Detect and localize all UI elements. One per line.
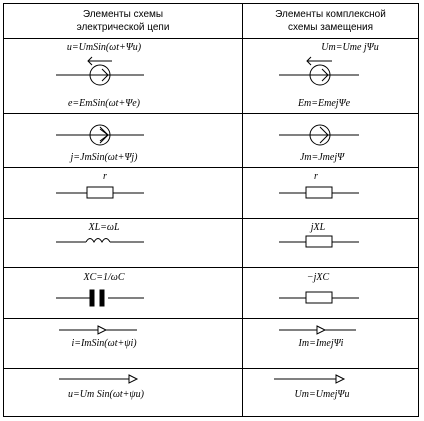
complex-resistance-label: r — [314, 171, 318, 182]
circuit-symbols — [4, 4, 418, 416]
complex-current-arrow-head — [317, 326, 325, 334]
complex-current-formula: Im=ImejΨi — [298, 338, 344, 349]
complex-inductor-symbol — [279, 236, 359, 247]
current-source-symbol — [56, 125, 144, 145]
voltage-formula: u=UmSin(ωt+Ψu) — [66, 42, 142, 53]
complex-voltage-arrow-head — [336, 375, 344, 383]
complex-voltage-formula: Um=Ume jΨu — [321, 42, 379, 53]
inductor-symbol — [56, 239, 144, 243]
complex-emf-formula: Em=EmejΨe — [297, 98, 351, 109]
voltage-arrow-head — [129, 375, 137, 383]
capacitor-symbol — [56, 290, 144, 306]
current-source-formula: j=JmSin(ωt+Ψj) — [70, 152, 138, 163]
voltage-arrow-formula: u=Um Sin(ωt+ψu) — [68, 389, 144, 400]
current-formula: i=ImSin(ωt+ψi) — [71, 338, 137, 349]
emf-source-symbol — [56, 57, 144, 85]
complex-emf-source-symbol — [279, 57, 359, 85]
complex-capacitor-symbol — [279, 292, 359, 303]
complex-current-source-symbol — [279, 125, 359, 145]
header-left-line1: Элементы схемы — [82, 9, 164, 20]
complex-voltage-arrow-formula: Um=UmejΨu — [294, 389, 350, 400]
complex-current-source-formula: Jm=JmejΨ — [299, 152, 345, 163]
emf-formula: e=EmSin(ωt+Ψe) — [67, 98, 141, 109]
capacitive-reactance-formula: XC=1/ωC — [83, 272, 125, 283]
header-right-line2: схемы замещения — [287, 22, 374, 33]
elements-table — [3, 3, 419, 417]
resistor-symbol — [56, 187, 144, 198]
header-left-line2: электрической цепи — [76, 22, 170, 33]
complex-capacitive-reactance: −jXC — [306, 272, 330, 283]
current-arrow-head — [98, 326, 106, 334]
complex-inductive-reactance: jXL — [310, 222, 326, 233]
resistance-label: r — [103, 171, 107, 182]
header-right-line1: Элементы комплексной — [275, 9, 386, 20]
inductive-reactance-formula: XL=ωL — [88, 222, 120, 233]
complex-resistor-symbol — [279, 187, 359, 198]
